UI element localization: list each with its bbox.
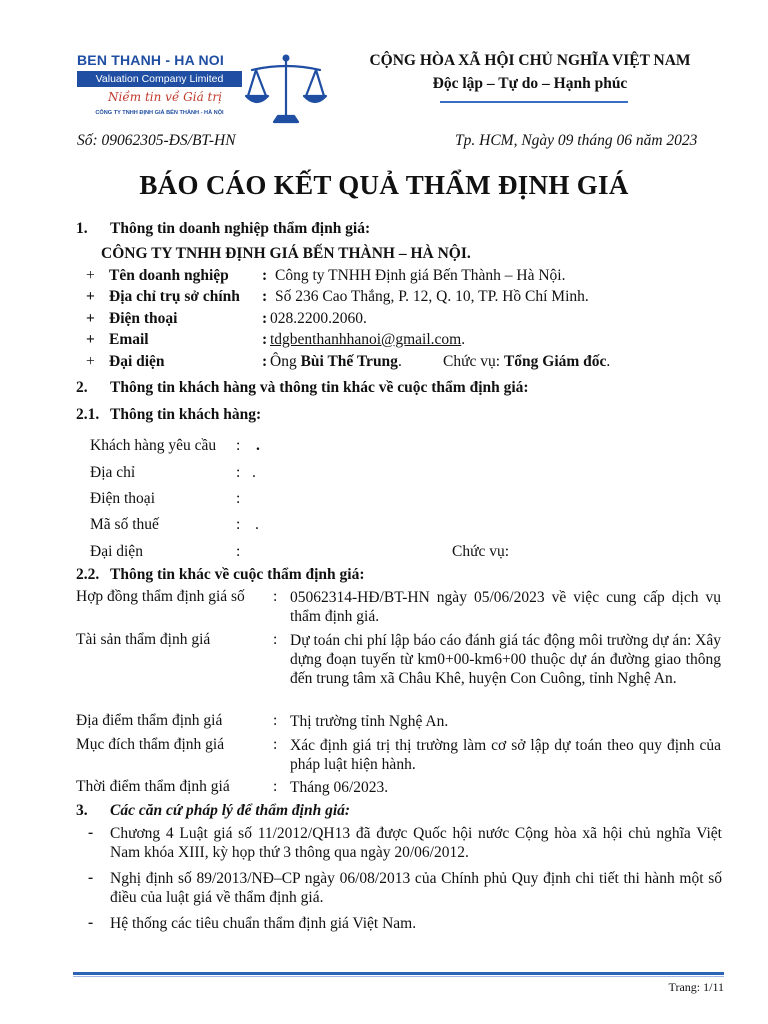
legal-item: Hệ thống các tiêu chuẩn thẩm định giá Việt Nam.: [110, 915, 417, 932]
client-label-taxcode: Mã số thuế: [90, 516, 159, 533]
national-motto: Độc lập – Tự do – Hạnh phúc: [432, 75, 628, 92]
row-bullet: +: [86, 288, 95, 305]
info-value-location: Thị trường tỉnh Nghệ An.: [290, 713, 449, 730]
legal-item: Chương 4 Luật giá số 11/2012/QH13 đã được Quốc hội nước Cộng hòa xã hội chủ nghĩa Việt Nam khóa XIII, kỳ họp thứ 3 thông qua ngày 20/06/2012.: [110, 825, 722, 861]
row-value-representative: [270, 353, 402, 371]
section-1-heading: Thông tin doanh nghiệp thẩm định giá:: [110, 220, 371, 237]
row-bullet: +: [86, 267, 95, 284]
logo-name: BEN THANH - HA NOI: [77, 52, 224, 68]
section-2-2-number: 2.2.: [76, 566, 100, 583]
row-label-company: Tên doanh nghiệp: [109, 267, 229, 284]
row-colon: :: [262, 267, 268, 284]
section-2-number: 2.: [76, 379, 88, 396]
rep-position: [443, 353, 610, 371]
row-bullet: +: [86, 331, 95, 348]
row-bullet: +: [86, 310, 95, 327]
email-link[interactable]: tdgbenthanhhanoi@gmail.com: [270, 331, 462, 348]
row-label-address: Địa chỉ trụ sở chính: [109, 288, 240, 305]
info-value-time: Tháng 06/2023.: [290, 779, 389, 796]
row-colon: :: [262, 310, 268, 327]
client-label-address: Địa chỉ: [90, 464, 136, 481]
logo-motto: Niềm tin về Giá trị: [108, 90, 222, 104]
legal-dash: -: [88, 824, 94, 841]
info-colon: :: [273, 778, 278, 795]
company-logo: [77, 52, 247, 126]
info-colon: :: [273, 588, 278, 605]
national-title: CỘNG HÒA XÃ HỘI CHỦ NGHĨA VIỆT NAM: [369, 52, 691, 69]
section-3-heading: Các căn cứ pháp lý để thẩm định giá:: [110, 802, 351, 819]
info-label-purpose: Mục đích thẩm định giá: [76, 736, 225, 753]
footer-rule: [73, 972, 724, 975]
legal-item: Nghị định số 89/2013/NĐ–CP ngày 06/08/2013 của Chính phủ Quy định chi tiết thi hành một số điều của luật giá về thẩm định giá.: [110, 870, 722, 906]
rep-name: Bùi Thế Trung: [300, 353, 398, 370]
section-2-heading: Thông tin khách hàng và thông tin khác về cuộc thẩm định giá:: [110, 379, 529, 396]
row-value-company: Công ty TNHH Định giá Bến Thành – Hà Nội.: [275, 267, 566, 284]
row-label-email: Email: [109, 331, 149, 348]
rep-position-label: Chức vụ:: [443, 353, 504, 370]
client-label-representative: Đại diện: [90, 543, 143, 560]
client-value-taxcode: .: [255, 516, 259, 533]
info-value-purpose: Xác định giá trị thị trường làm cơ sở lập dự toán theo quy định của pháp luật hiện hành.: [290, 737, 721, 773]
logo-band: Valuation Company Limited: [77, 71, 242, 87]
document-title: BÁO CÁO KẾT QUẢ THẨM ĐỊNH GIÁ: [139, 170, 629, 200]
row-label-representative: Đại diện: [109, 353, 165, 370]
row-value-phone: 028.2200.2060.: [270, 310, 367, 327]
section-3-number: 3.: [76, 802, 88, 819]
section-2-2-heading: Thông tin khác về cuộc thẩm định giá:: [110, 566, 365, 583]
place-date: Tp. HCM, Ngày 09 tháng 06 năm 2023: [455, 132, 698, 149]
info-value-asset: Dự toán chi phí lập báo cáo đánh giá tác động môi trường dự án: Xây dựng đoạn tuyến từ km0+00-km6+00 thuộc dự án đường giao thông đến trung tâm xã Châu Khê, huyện Con Cuông, tỉnh Nghệ An.: [290, 632, 721, 687]
client-position-label: Chức vụ:: [452, 543, 510, 560]
client-colon: :: [236, 516, 241, 533]
row-colon: :: [262, 288, 268, 305]
rep-position-end: .: [606, 353, 611, 370]
row-value-address: Số 236 Cao Thắng, P. 12, Q. 10, TP. Hồ Chí Minh.: [275, 288, 589, 305]
row-bullet: +: [86, 353, 95, 370]
client-value-address: .: [252, 464, 256, 481]
client-colon: :: [236, 490, 241, 507]
row-colon: :: [262, 353, 268, 370]
document-number: Số: 09062305-ĐS/BT-HN: [77, 132, 236, 149]
client-label-requester: Khách hàng yêu cầu: [90, 437, 217, 454]
rep-prefix: Ông: [270, 353, 301, 370]
client-colon: :: [236, 464, 241, 481]
info-colon: :: [273, 712, 278, 729]
info-colon: :: [273, 631, 278, 648]
rep-position-value: Tổng Giám đốc: [503, 353, 607, 370]
info-label-location: Địa điểm thẩm định giá: [76, 712, 223, 729]
scales-of-justice-icon: [244, 52, 328, 130]
info-label-time: Thời điểm thẩm định giá: [76, 778, 230, 795]
company-name: CÔNG TY TNHH ĐỊNH GIÁ BẾN THÀNH – HÀ NỘI.: [101, 245, 471, 262]
info-colon: :: [273, 736, 278, 753]
email-suffix: .: [461, 331, 466, 348]
legal-dash: -: [88, 869, 94, 886]
row-label-phone: Điện thoại: [109, 310, 178, 327]
client-colon: :: [236, 543, 241, 560]
page-number: Trang: 1/11: [668, 980, 724, 994]
info-label-asset: Tài sản thẩm định giá: [76, 631, 211, 648]
client-colon: :: [236, 437, 241, 454]
info-label-contract: Hợp đồng thẩm định giá số: [76, 588, 245, 605]
row-value-email-line: [270, 331, 465, 349]
motto-underline: [440, 101, 628, 103]
rep-dot: .: [397, 353, 402, 370]
footer-rule-thin: [73, 976, 724, 977]
section-1-number: 1.: [76, 220, 88, 237]
info-value-contract: 05062314-HĐ/BT-HN ngày 05/06/2023 về việc cung cấp dịch vụ thẩm định giá.: [290, 589, 721, 625]
section-2-1-number: 2.1.: [76, 406, 100, 423]
legal-dash: -: [88, 914, 94, 931]
section-2-1-heading: Thông tin khách hàng:: [110, 406, 262, 423]
row-colon: :: [262, 331, 268, 348]
logo-subtitle: CÔNG TY TNHH ĐỊNH GIÁ BẾN THÀNH - HÀ NỘI: [95, 110, 224, 116]
client-value-requester: .: [256, 437, 260, 454]
client-label-phone: Điện thoại: [90, 490, 155, 507]
